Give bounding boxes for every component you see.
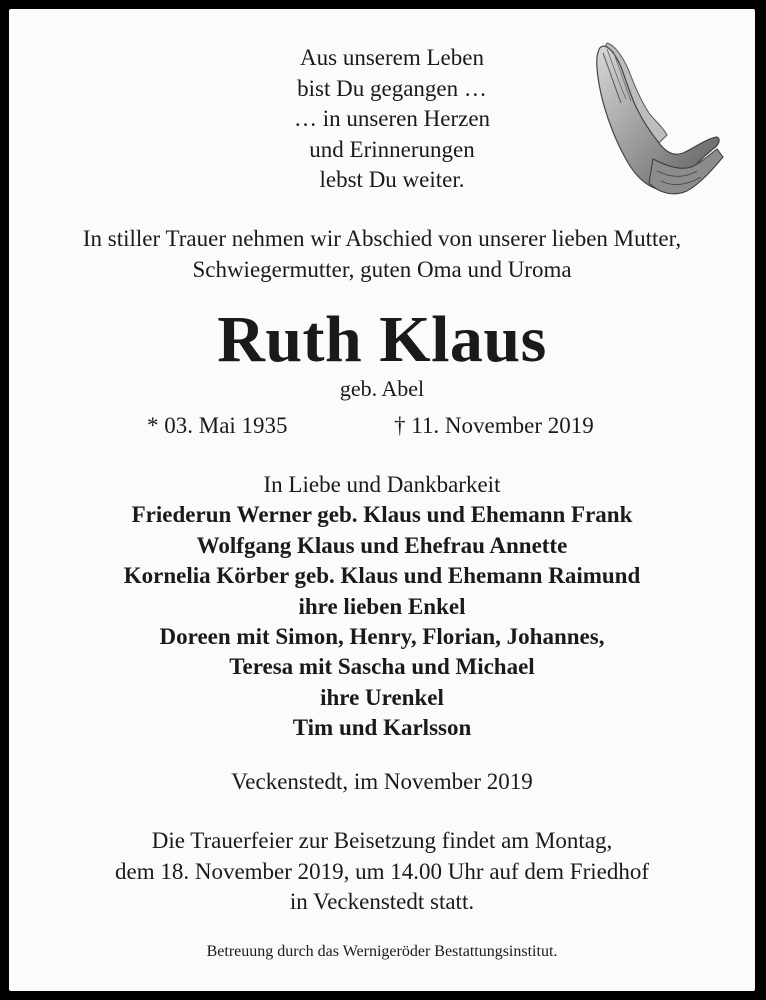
mourners-list: [9, 470, 755, 744]
praying-hands-icon: [593, 39, 725, 197]
mourners-line: Wolfgang Klaus und Ehefrau Annette: [196, 532, 568, 558]
intro-line: Schwiegermutter, guten Oma und Uroma: [192, 257, 572, 282]
service-line: in Veckenstedt statt.: [289, 889, 475, 914]
undertaker-note: Betreuung durch das Wernigeröder Bestattungsinstitut.: [206, 943, 558, 960]
death-date: † 11. November 2019: [394, 413, 594, 438]
service-line: Die Trauerfeier zur Beisetzung findet am Montag,: [151, 828, 613, 853]
mourners-line: Teresa mit Sascha und Michael: [229, 654, 535, 680]
intro-line: In stiller Trauer nehmen wir Abschied von unserer lieben Mutter,: [82, 226, 682, 251]
poem-line: bist Du gegangen …: [297, 75, 487, 101]
memorial-poem: [209, 43, 575, 196]
mourners-line: In Liebe und Dankbarkeit: [263, 472, 501, 497]
place-and-date: Veckenstedt, im November 2019: [231, 769, 533, 794]
funeral-service-info: [9, 826, 755, 918]
mourners-line: Doreen mit Simon, Henry, Florian, Johannes,: [159, 624, 605, 650]
poem-line: … in unseren Herzen: [293, 106, 491, 131]
deceased-name: Ruth Klaus: [217, 303, 547, 376]
mourners-line: ihre Urenkel: [320, 684, 444, 710]
poem-line: Aus unserem Leben: [300, 45, 484, 70]
poem-line: und Erinnerungen: [309, 136, 475, 162]
mourners-line: Kornelia Körber geb. Klaus und Ehemann Raimund: [123, 563, 641, 589]
intro-text: [9, 223, 755, 285]
obituary-notice: [9, 9, 755, 991]
maiden-name: geb. Abel: [339, 376, 425, 401]
mourners-line: Friederun Werner geb. Klaus und Ehemann Frank: [131, 502, 633, 528]
mourners-line: Tim und Karlsson: [292, 715, 472, 741]
birth-date: * 03. Mai 1935: [147, 413, 288, 438]
mourners-line: ihre lieben Enkel: [298, 593, 466, 619]
poem-line: lebst Du weiter.: [319, 167, 465, 192]
service-line: dem 18. November 2019, um 14.00 Uhr auf dem Friedhof: [114, 858, 649, 884]
